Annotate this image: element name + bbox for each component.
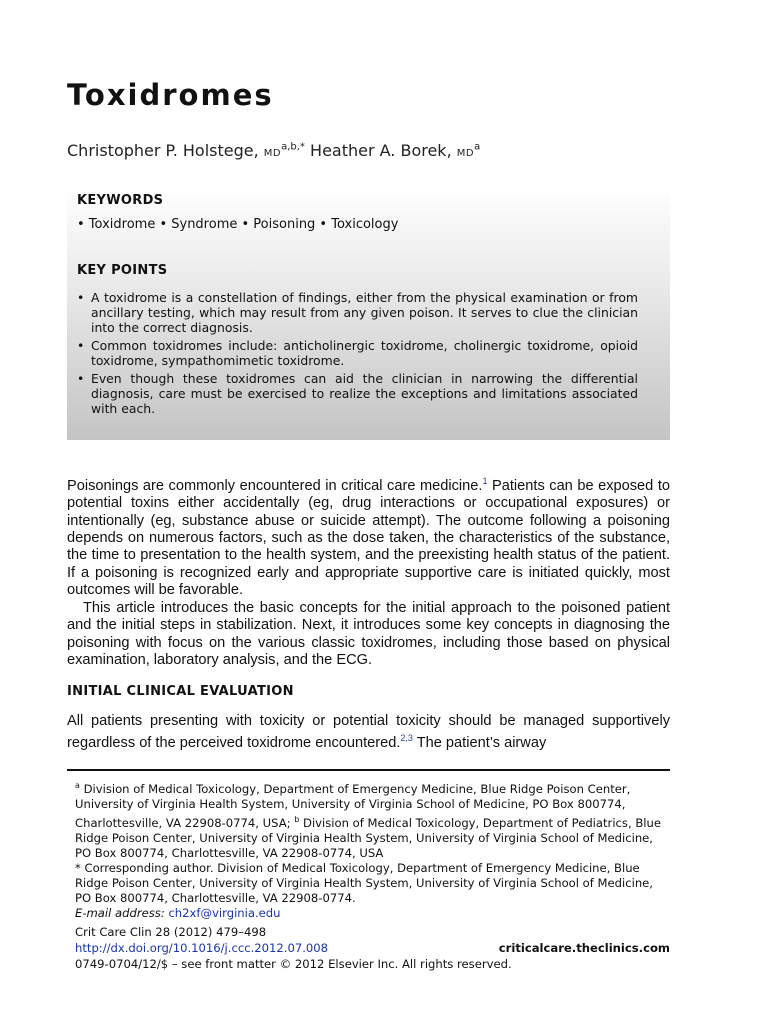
paragraph-text: The patient’s airway	[412, 735, 547, 752]
publication-info	[75, 924, 670, 972]
key-points-heading: KEY POINTS	[77, 263, 168, 278]
author-degree: MD	[263, 148, 282, 159]
section-heading: INITIAL CLINICAL EVALUATION	[67, 684, 294, 699]
key-point-item	[77, 338, 638, 368]
author-line	[67, 141, 480, 160]
corresponding-author-note: * Corresponding author. Division of Medical Toxicology, Department of Emergency Medicine, Blue Ridge Poison Center, University of Virginia Health System, University of Virginia School of Medicine, PO Box 800774, Charlottesville, VA 22908-0774.	[75, 860, 653, 905]
footnotes	[75, 778, 670, 921]
citation: Crit Care Clin 28 (2012) 479–498	[75, 925, 267, 939]
section-paragraph	[67, 713, 670, 753]
affiliation-footnote	[75, 778, 670, 861]
keywords-keypoints-box	[67, 186, 670, 440]
key-point-text: Even though these toxidromes can aid the clinician in narrowing the differential diagnosis, care must be exercised to realize the exceptions and limitations associated with each.	[91, 371, 638, 416]
email-label: E-mail address:	[75, 905, 165, 920]
footnote-text: Division of Medical Toxicology, Department of Pediatrics, Blue Ridge Poison Center, University of Virginia Health System, University of Virginia School of Medicine, PO Box 800774, Charlottesville, VA 22908-0774, USA	[75, 815, 661, 860]
key-point-text: Common toxidromes include: anticholinergic toxidrome, cholinergic toxidrome, opioid toxidrome, sympathomimetic toxidrome.	[91, 338, 638, 368]
reference-link[interactable]: 2,3	[400, 733, 413, 744]
issn-copyright: 0749-0704/12/$ – see front matter © 2012 Elsevier Inc. All rights reserved.	[75, 957, 512, 971]
key-point-item	[77, 290, 638, 335]
reference-link[interactable]: 1	[482, 476, 488, 486]
key-points-list	[77, 290, 638, 416]
intro-body	[67, 473, 670, 669]
footnote-text: Division of Medical Toxicology, Department of Emergency Medicine, Blue Ridge Poison Center, University of Virginia Health System, University of Virginia School of Medicine, PO Box 800774, Charlottesville, VA 22908-0774, USA;	[75, 781, 631, 830]
section-body	[67, 713, 670, 753]
article-title: Toxidromes	[67, 78, 274, 112]
author-name: Heather A. Borek,	[310, 141, 452, 160]
key-point-item	[77, 371, 638, 416]
intro-paragraph-2: This article introduces the basic concepts for the initial approach to the poisoned patient and the initial steps in stabilization. Next, it introduces some key concepts in diagnosing the poisoning with focus on the various classic toxidromes, including those based on physical examination, laboratory analysis, and the ECG.	[67, 599, 670, 668]
author-affiliation-marker[interactable]: a	[474, 141, 481, 153]
journal-site-link[interactable]: criticalcare.theclinics.com	[498, 941, 670, 955]
email-link[interactable]: ch2xf@virginia.edu	[168, 905, 281, 920]
email-line	[75, 906, 670, 921]
author-affiliation-marker[interactable]: a,b,*	[281, 141, 305, 153]
paragraph-text: Patients can be exposed to potential toxins either accidentally (eg, drug interactions or occupational exposures) or intentionally (eg, substance abuse or suicide attempt). The outcome following a poisoning depends on numerous factors, such as the dose taken, the characteristics of the substance, the time to presentation to the health system, and the preexisting health status of the patient. If a poisoning is recognized early and appropriate supportive care is initiated quickly, most outcomes will be favorable.	[67, 477, 670, 599]
doi-link[interactable]: http://dx.doi.org/10.1016/j.ccc.2012.07.008	[75, 941, 329, 955]
footnote-marker: b	[294, 814, 300, 824]
paragraph-text: All patients presenting with toxicity or potential toxicity should be managed supportively regardless of the perceived toxidrome encountered.	[67, 713, 670, 752]
paragraph-text: Poisonings are commonly encountered in critical care medicine.	[67, 477, 483, 494]
bullet-icon: •	[77, 338, 85, 353]
key-point-text: A toxidrome is a constellation of findings, either from the physical examination or from ancillary testing, which may result from any given poison. It serves to clue the clinician into the correct diagnosis.	[91, 290, 638, 335]
doi-row	[75, 940, 670, 956]
intro-paragraph-1	[67, 473, 670, 600]
author-name: Christopher P. Holstege,	[67, 141, 259, 160]
bullet-icon: •	[77, 290, 85, 305]
footnote-divider	[67, 769, 670, 771]
keywords-heading: KEYWORDS	[77, 193, 164, 208]
author-degree: MD	[456, 148, 475, 159]
bullet-icon: •	[77, 371, 85, 386]
footnote-marker: a	[75, 781, 80, 790]
keywords-list: • Toxidrome • Syndrome • Poisoning • Toxicology	[77, 217, 399, 232]
